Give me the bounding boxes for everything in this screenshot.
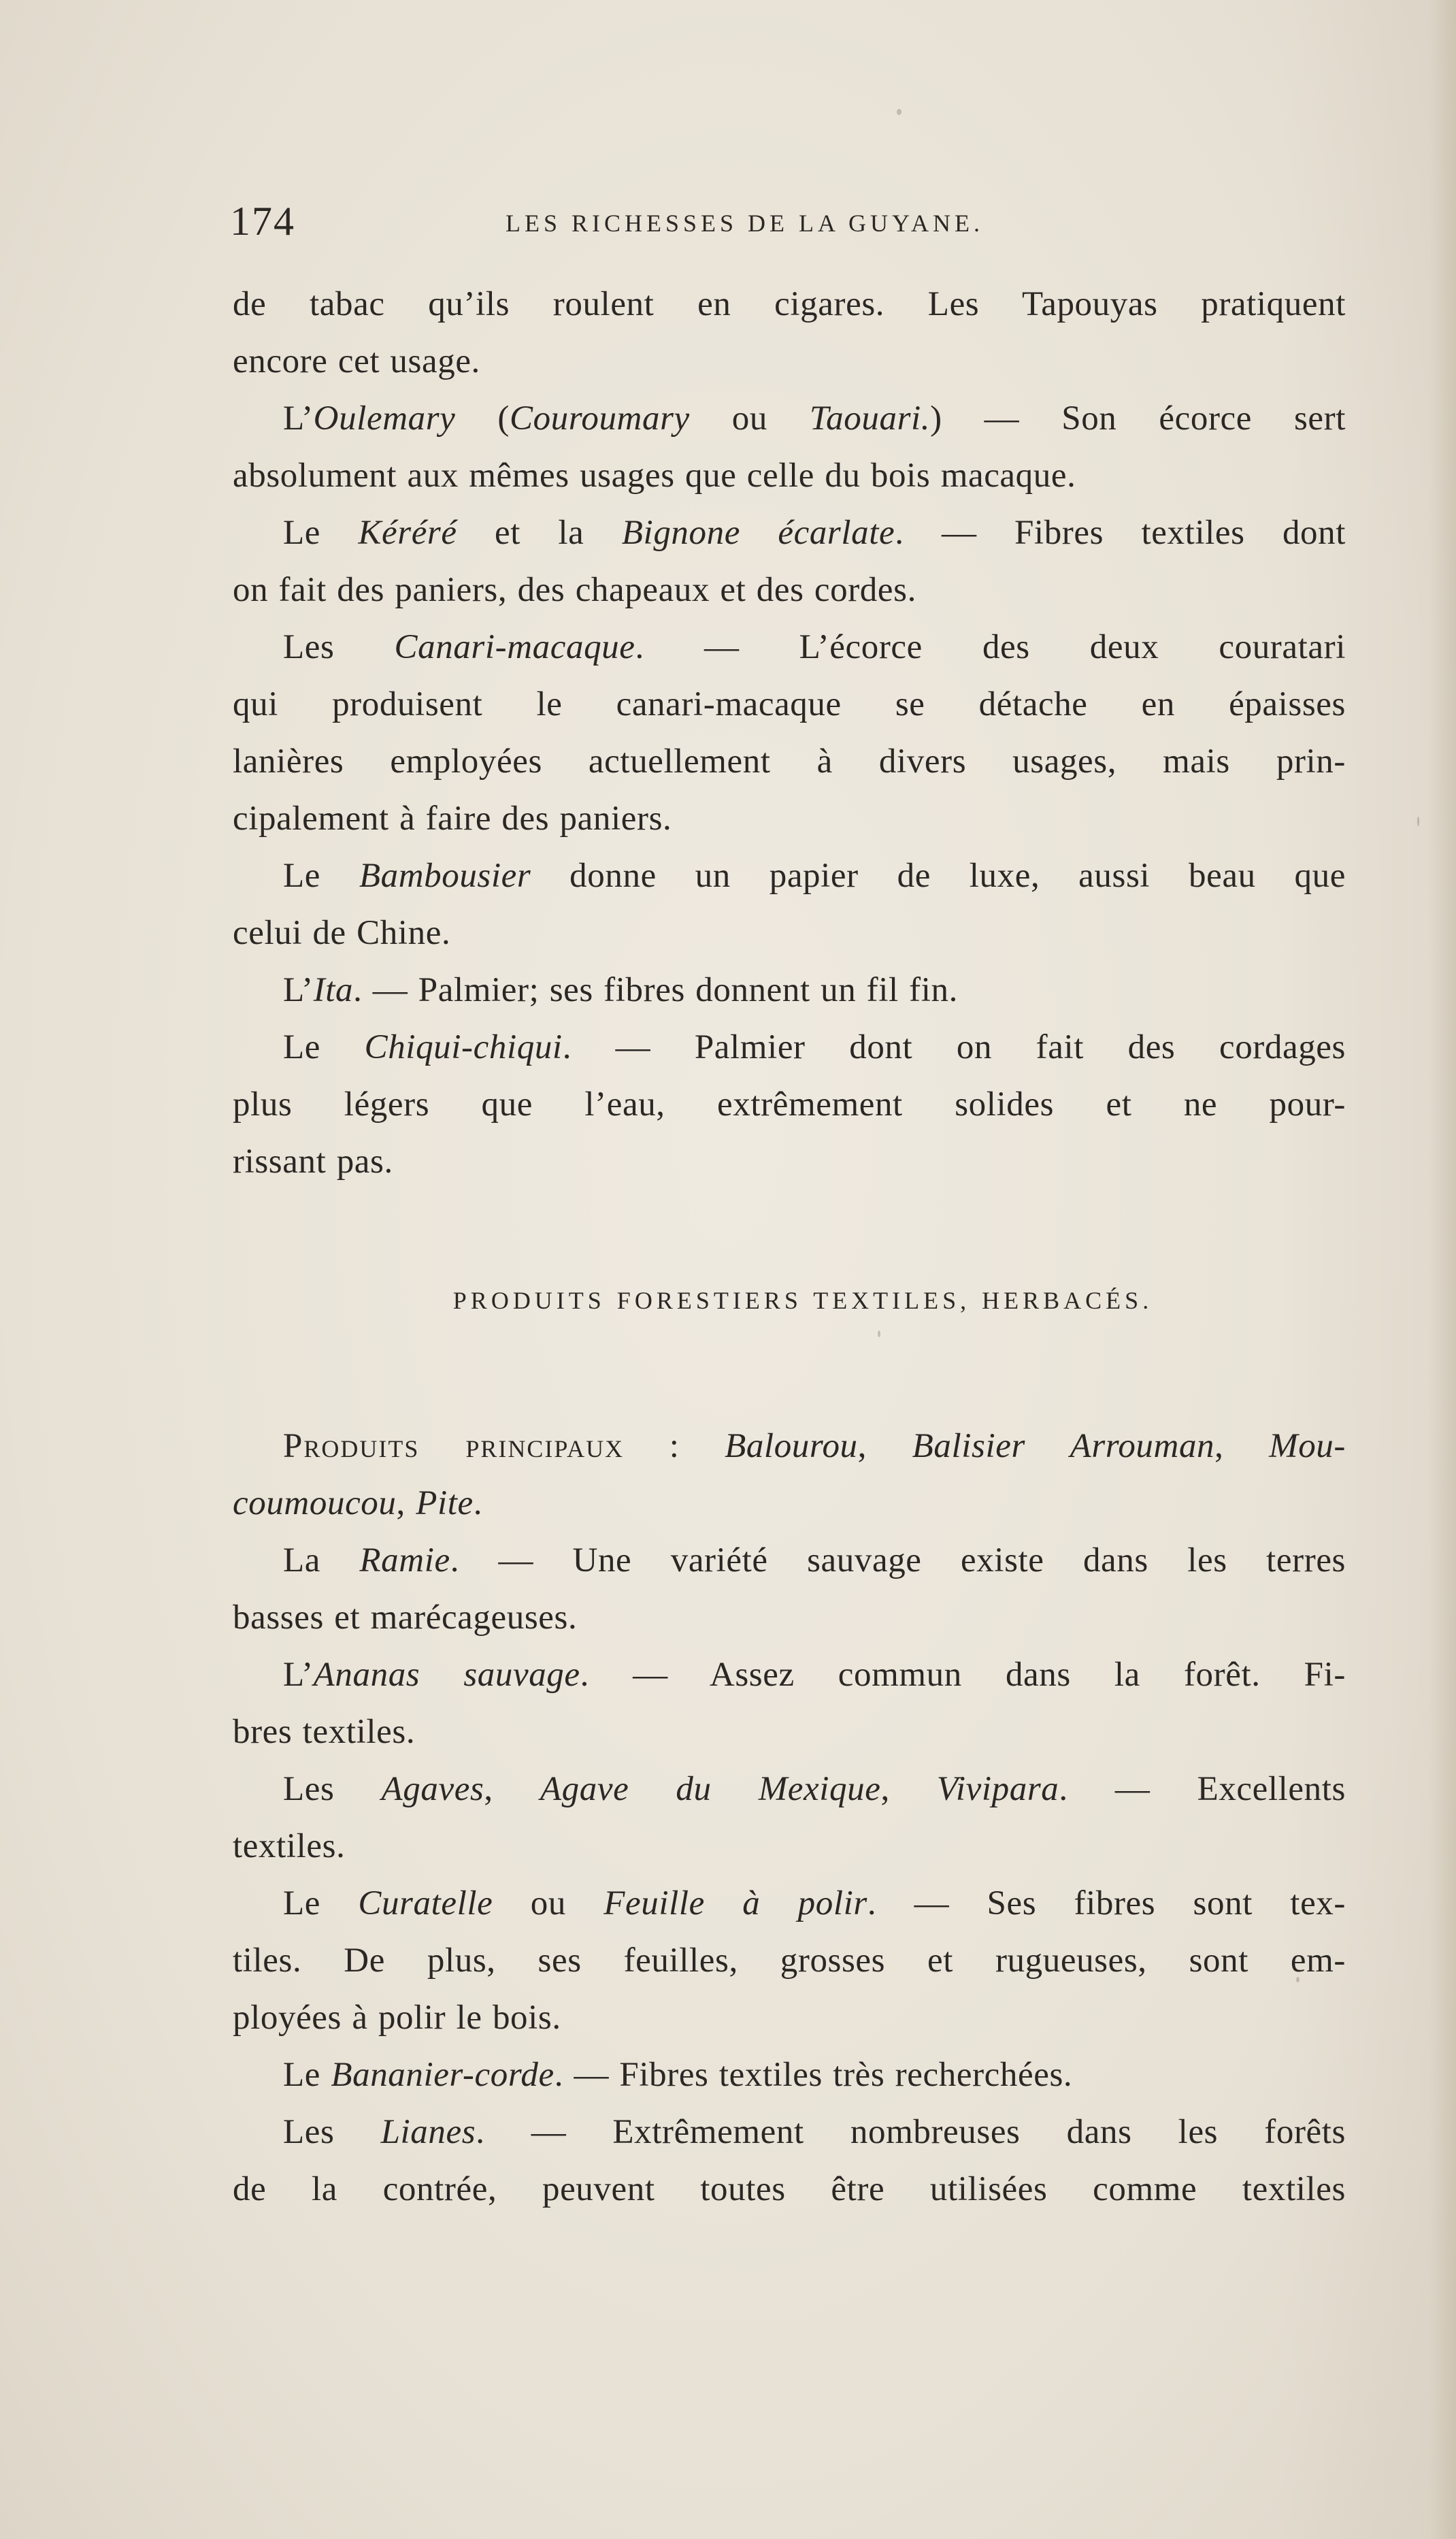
text-run: de la contrée, peuvent toutes être utilisées comme textiles xyxy=(233,2170,1346,2208)
text-run: . — Une variété sauvage existe dans les terres xyxy=(450,1541,1346,1579)
text-line xyxy=(233,1818,1346,1875)
italic-term: Chiqui-chiqui xyxy=(364,1028,563,1066)
text-run: cipalement à faire des paniers. xyxy=(233,800,672,838)
italic-term: Canari-macaque xyxy=(394,628,635,666)
paragraph xyxy=(233,390,1346,504)
text-run: encore cet usage. xyxy=(233,342,480,380)
italic-term: Balourou xyxy=(725,1427,858,1465)
italic-term: Bignone écarlate xyxy=(621,514,895,552)
italic-term: Ramie xyxy=(359,1541,450,1579)
text-line xyxy=(233,2103,1346,2161)
italic-term: Feuille à polir xyxy=(603,1884,867,1922)
paragraph xyxy=(233,276,1346,390)
text-run: . — Extrêmement nombreuses dans les forêts xyxy=(476,2113,1346,2151)
paragraph xyxy=(233,962,1346,1019)
text-run: ployées à polir le bois. xyxy=(233,1999,561,2037)
text-run: . — Fibres textiles très recherchées. xyxy=(554,2056,1073,2094)
text-run: , xyxy=(1214,1427,1270,1465)
paragraph xyxy=(233,619,1346,847)
page-number: 174 xyxy=(230,199,295,244)
text-line xyxy=(233,1703,1346,1760)
text-line xyxy=(233,676,1346,733)
text-run: : xyxy=(624,1427,725,1465)
small-caps-label: Produits principaux xyxy=(283,1427,625,1465)
text-run: ou xyxy=(689,399,810,438)
text-run: plus légers que l’eau, extrêmement solides et ne pour- xyxy=(233,1085,1346,1124)
text-run: . — Excellents xyxy=(1059,1770,1346,1808)
text-line xyxy=(233,2161,1346,2218)
text-run: donne un papier de luxe, aussi beau que xyxy=(531,857,1346,895)
text-line xyxy=(233,962,1346,1019)
text-run: absolument aux mêmes usages que celle du bois macaque. xyxy=(233,457,1076,495)
text-run: celui de Chine. xyxy=(233,914,451,952)
text-line xyxy=(233,2046,1346,2103)
herbaceous-textiles-section xyxy=(233,1418,1346,2218)
paper-speck xyxy=(897,109,901,115)
italic-term: Vivipara xyxy=(936,1770,1059,1808)
italic-term: coumoucou xyxy=(233,1484,397,1522)
paragraph xyxy=(233,847,1346,962)
body-text xyxy=(233,276,1346,2218)
page-header xyxy=(230,197,1346,245)
text-run: basses et marécageuses. xyxy=(233,1599,578,1637)
text-run: La xyxy=(283,1541,360,1579)
text-line xyxy=(233,1076,1346,1133)
text-line xyxy=(233,1760,1346,1818)
text-run: Les xyxy=(283,2113,381,2151)
italic-term: Pite xyxy=(416,1484,474,1522)
page-edge-shadow xyxy=(1429,0,1456,2539)
paper-speck xyxy=(1296,1977,1300,1982)
text-run: qui produisent le canari-macaque se détache en épaisses xyxy=(233,685,1346,723)
italic-term: Agaves xyxy=(381,1770,484,1808)
paragraph xyxy=(233,1760,1346,1875)
text-run: ( xyxy=(455,399,510,438)
text-run: Le xyxy=(283,1884,359,1922)
italic-term: Curatelle xyxy=(358,1884,493,1922)
text-run: lanières employées actuellement à divers usages, mais prin- xyxy=(233,742,1346,781)
paper-speck xyxy=(878,1330,880,1337)
paragraph xyxy=(233,1019,1346,1190)
text-line xyxy=(233,276,1346,333)
text-run: et la xyxy=(457,514,622,552)
text-run: tiles. De plus, ses feuilles, grosses et rugueuses, sont em- xyxy=(233,1942,1346,1980)
running-title: LES RICHESSES DE LA GUYANE. xyxy=(506,210,985,237)
text-run: textiles. xyxy=(233,1827,346,1865)
text-run: de tabac qu’ils roulent en cigares. Les Tapouyas pratiquent xyxy=(233,285,1346,323)
text-line xyxy=(233,561,1346,619)
textile-trees-section xyxy=(233,276,1346,1190)
text-line xyxy=(233,390,1346,447)
section-spacer xyxy=(233,1190,1346,1272)
section-heading: PRODUITS FORESTIERS TEXTILES, HERBACÉS. xyxy=(452,1287,1153,1314)
text-run: ) — Son écorce sert xyxy=(930,399,1346,438)
text-line xyxy=(233,790,1346,847)
paragraph xyxy=(233,504,1346,619)
text-run: . — Fibres textiles dont xyxy=(895,514,1346,552)
text-line xyxy=(233,1475,1346,1532)
paragraph xyxy=(233,2103,1346,2218)
text-line xyxy=(233,847,1346,904)
text-run: . xyxy=(473,1484,483,1522)
text-run: Le xyxy=(283,514,359,552)
text-line xyxy=(233,1875,1346,1932)
text-line xyxy=(233,1646,1346,1703)
text-line xyxy=(233,1133,1346,1190)
text-run: Le xyxy=(283,1028,365,1066)
text-run: L’ xyxy=(283,1656,314,1694)
italic-term: Bambousier xyxy=(359,857,531,895)
text-run: , xyxy=(857,1427,912,1465)
italic-term: Lianes xyxy=(380,2113,476,2151)
text-line xyxy=(233,619,1346,676)
text-run: , xyxy=(484,1770,540,1808)
text-line xyxy=(233,1532,1346,1589)
paragraph xyxy=(233,1875,1346,2046)
text-run: ou xyxy=(493,1884,604,1922)
text-line xyxy=(233,733,1346,790)
paragraph xyxy=(233,2046,1346,2103)
text-run: bres textiles. xyxy=(233,1713,416,1751)
text-run: , xyxy=(396,1484,416,1522)
text-line xyxy=(233,504,1346,561)
text-run: on fait des paniers, des chapeaux et des cordes. xyxy=(233,571,916,609)
text-run: Les xyxy=(283,1770,382,1808)
text-line xyxy=(233,1418,1346,1475)
text-line xyxy=(233,1932,1346,1989)
text-run: . — Palmier dont on fait des cordages xyxy=(562,1028,1346,1066)
paragraph xyxy=(233,1532,1346,1646)
text-run: rissant pas. xyxy=(233,1143,393,1181)
text-run: . — L’écorce des deux couratari xyxy=(635,628,1346,666)
text-run: . — Ses fibres sont tex- xyxy=(867,1884,1346,1922)
text-line xyxy=(233,1589,1346,1646)
text-run: . — Assez commun dans la forêt. Fi- xyxy=(580,1656,1346,1694)
section-spacer xyxy=(233,1329,1346,1418)
italic-term: Taouari. xyxy=(809,399,931,438)
text-line xyxy=(233,447,1346,504)
italic-term: Bananier-corde xyxy=(331,2056,555,2094)
paragraph xyxy=(233,1418,1346,1532)
italic-term: Mou- xyxy=(1269,1427,1346,1465)
text-line xyxy=(233,333,1346,390)
text-run: Le xyxy=(283,857,359,895)
italic-term: Ananas sauvage xyxy=(313,1656,580,1694)
text-run: L’ xyxy=(283,399,314,438)
italic-term: Agave du Mexique xyxy=(540,1770,881,1808)
text-line xyxy=(233,1019,1346,1076)
text-line xyxy=(233,904,1346,962)
text-run: L’ xyxy=(283,971,314,1009)
paper-speck xyxy=(1417,817,1419,826)
italic-term: Oulemary xyxy=(313,399,456,438)
text-line xyxy=(233,1989,1346,2046)
text-run: . — Palmier; ses fibres donnent un fil fin. xyxy=(353,971,958,1009)
italic-term: Ita xyxy=(313,971,354,1009)
paragraph xyxy=(233,1646,1346,1760)
text-run: , xyxy=(880,1770,937,1808)
text-run: Les xyxy=(283,628,395,666)
text-run: Le xyxy=(283,2056,331,2094)
italic-term: Couroumary xyxy=(509,399,690,438)
italic-term: Kéréré xyxy=(358,514,457,552)
italic-term: Balisier Arrouman xyxy=(912,1427,1215,1465)
